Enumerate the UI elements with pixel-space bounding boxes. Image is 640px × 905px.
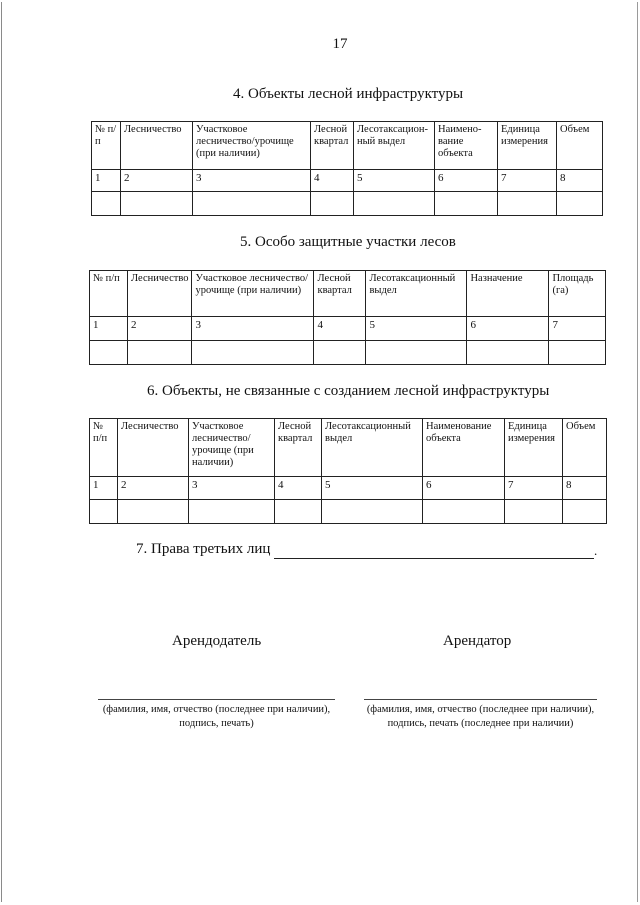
header-cell: Лесничество [128, 271, 192, 317]
number-cell: 1 [92, 170, 121, 192]
table-header-row [92, 122, 603, 170]
table-number-row [92, 170, 603, 192]
landlord-title: Арендодатель [172, 633, 262, 649]
header-cell: Участковое лесничество/ урочище (при наличии) [189, 419, 275, 477]
table-empty-row [90, 341, 606, 365]
tenant-signature-caption [354, 703, 607, 731]
empty-cell [549, 341, 606, 365]
landlord-caption-line-1: (фамилия, имя, отчество (последнее при наличии), [102, 704, 331, 715]
number-cell: 4 [275, 477, 322, 500]
number-cell: 5 [366, 317, 467, 341]
header-cell: Лесной квартал [275, 419, 322, 477]
header-cell: № п/п [90, 271, 128, 317]
number-cell: 1 [90, 477, 118, 500]
header-cell: Лесотаксационный выдел [322, 419, 423, 477]
header-cell: Лесной квартал [311, 122, 354, 170]
empty-cell [498, 192, 557, 216]
tenant-caption-line-1: (фамилия, имя, отчество (последнее при наличии), [366, 704, 595, 715]
empty-cell [322, 500, 423, 524]
section-6-table [89, 418, 607, 524]
header-cell: Единица измерения [505, 419, 563, 477]
number-cell: 3 [189, 477, 275, 500]
page-number: 17 [332, 36, 348, 52]
header-cell: Единица измерения [498, 122, 557, 170]
number-cell: 7 [505, 477, 563, 500]
table-number-row [90, 317, 606, 341]
number-cell: 7 [549, 317, 606, 341]
number-cell: 6 [435, 170, 498, 192]
empty-cell [192, 341, 314, 365]
number-cell: 8 [563, 477, 607, 500]
section-4-table [91, 121, 603, 216]
header-cell: Участковое лесничество/урочище (при наличии) [193, 122, 311, 170]
section-6-title: 6. Объекты, не связанные с созданием лесной инфраструктуры [147, 383, 550, 399]
empty-cell [90, 341, 128, 365]
number-cell: 6 [467, 317, 549, 341]
tenant-caption-line-2: подпись, печать (последнее при наличии) [387, 718, 574, 729]
empty-cell [275, 500, 322, 524]
empty-cell [193, 192, 311, 216]
number-cell: 4 [314, 317, 366, 341]
table-empty-row [92, 192, 603, 216]
page-edge-right [637, 2, 638, 902]
empty-cell [366, 341, 467, 365]
empty-cell [435, 192, 498, 216]
empty-cell [314, 341, 366, 365]
number-cell: 2 [121, 170, 193, 192]
header-cell: Участковое лесничество/урочище (при наличии) [192, 271, 314, 317]
header-cell: Объем [557, 122, 603, 170]
table-number-row [90, 477, 607, 500]
number-cell: 7 [498, 170, 557, 192]
table-empty-row [90, 500, 607, 524]
header-cell: Лесничество [121, 122, 193, 170]
tenant-title: Арендатор [443, 633, 512, 649]
header-cell: Лесотаксацион-ный выдел [354, 122, 435, 170]
table-header-row [90, 271, 606, 317]
section-5-title: 5. Особо защитные участки лесов [240, 234, 456, 250]
empty-cell [354, 192, 435, 216]
landlord-signature-caption [88, 703, 345, 731]
number-cell: 3 [192, 317, 314, 341]
empty-cell [90, 500, 118, 524]
empty-cell [121, 192, 193, 216]
header-cell: № п/п [90, 419, 118, 477]
section-4-title: 4. Объекты лесной инфраструктуры [233, 86, 464, 102]
landlord-caption-line-2: подпись, печать) [179, 718, 254, 729]
empty-cell [128, 341, 192, 365]
number-cell: 6 [423, 477, 505, 500]
header-cell: Наимено-вание объекта [435, 122, 498, 170]
section-5-table [89, 270, 606, 365]
empty-cell [467, 341, 549, 365]
number-cell: 3 [193, 170, 311, 192]
number-cell: 1 [90, 317, 128, 341]
section-7-label: 7. Права третьих лиц [136, 541, 271, 557]
number-cell: 4 [311, 170, 354, 192]
header-cell: Лесотаксационный выдел [366, 271, 467, 317]
number-cell: 8 [557, 170, 603, 192]
header-cell: Лесной квартал [314, 271, 366, 317]
number-cell: 5 [322, 477, 423, 500]
header-cell: Лесничество [118, 419, 189, 477]
header-cell: Объем [563, 419, 607, 477]
tenant-signature-line [364, 699, 597, 700]
empty-cell [563, 500, 607, 524]
header-cell: Наименование объекта [423, 419, 505, 477]
empty-cell [189, 500, 275, 524]
empty-cell [557, 192, 603, 216]
number-cell: 2 [128, 317, 192, 341]
table-header-row [90, 419, 607, 477]
number-cell: 5 [354, 170, 435, 192]
header-cell: Назначение [467, 271, 549, 317]
empty-cell [423, 500, 505, 524]
header-cell: № п/п [92, 122, 121, 170]
empty-cell [92, 192, 121, 216]
landlord-signature-line [98, 699, 335, 700]
section-7-end-period: . [594, 543, 598, 558]
empty-cell [505, 500, 563, 524]
empty-cell [118, 500, 189, 524]
number-cell: 2 [118, 477, 189, 500]
empty-cell [311, 192, 354, 216]
page-edge-left [1, 2, 2, 902]
third-party-rights-blank-line [274, 558, 594, 559]
header-cell: Площадь (га) [549, 271, 606, 317]
